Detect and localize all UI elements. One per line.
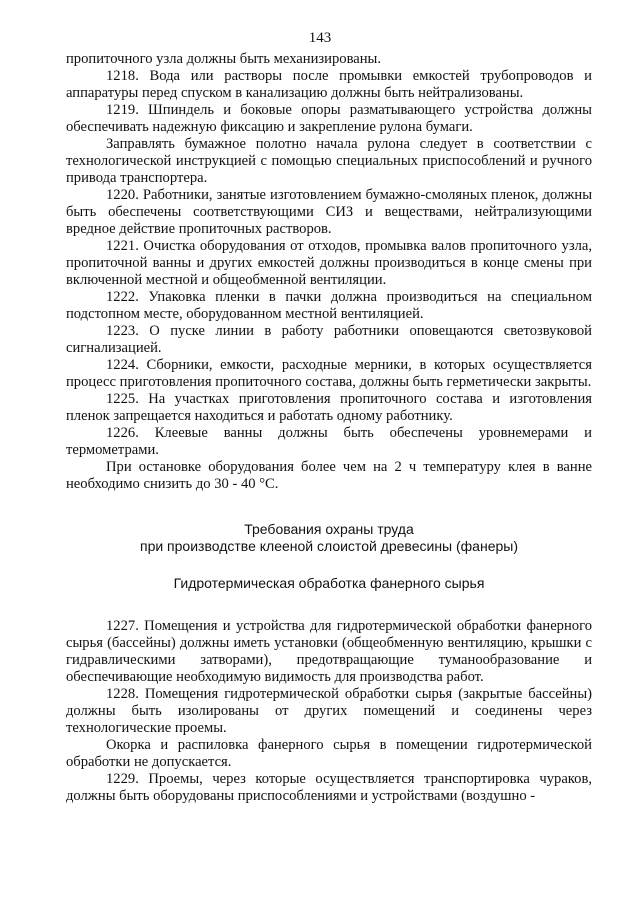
document-body [66,51,592,805]
paragraph-1220: 1220. Работники, занятые изготовлением бумажно-смоляных пленок, должны быть обеспечены соответствующими СИЗ и веществами, нейтрализующими вредное действие пропиточных растворов. [66,187,592,237]
subsection-heading: Гидротермическая обработка фанерного сырья [173,575,485,591]
paragraph-1222: 1222. Упаковка пленки в пачки должна производиться на специальном подстопном месте, оборудованном местной вентиляцией. [66,289,592,322]
paragraph-1228: 1228. Помещения гидротермической обработки сырья (закрытые бассейны) должны быть изолированы от других помещений и соединены через технологические проемы. [66,686,592,736]
paragraph-glue-temperature: При остановке оборудования более чем на 2 ч температуру клея в ванне необходимо снизить до 30 - 40 °С. [66,459,592,492]
paragraph-unwinding: Заправлять бумажное полотно начала рулона следует в соответствии с технологической инструкцией с помощью специальных приспособлений и ручного привода транспортера. [66,136,592,186]
paragraph-1219: 1219. Шпиндель и боковые опоры разматывающего устройства должны обеспечивать надежную фиксацию и закрепление рулона бумаги. [66,102,592,135]
page-number: 143 [308,30,332,46]
paragraph-continuation: пропиточного узла должны быть механизированы. [66,51,382,67]
paragraph-1223: 1223. О пуске линии в работу работники оповещаются светозвуковой сигнализацией. [66,323,592,356]
paragraph-1225: 1225. На участках приготовления пропиточного состава и изготовления пленок запрещается находиться и работать одному работнику. [66,391,592,424]
paragraph-1227: 1227. Помещения и устройства для гидротермической обработки фанерного сырья (бассейны) должны иметь установки (общеобменную вентиляцию, крышки с гидравлическими затворами), предотвращающие туманообразование и обеспечивающие необходимую видимость для производства работ. [66,618,592,685]
paragraph-debarking: Окорка и распиловка фанерного сырья в помещении гидротермической обработки не допускается. [66,737,592,770]
paragraph-1226: 1226. Клеевые ванны должны быть обеспечены уровнемерами и термометрами. [66,425,592,458]
section-heading: Требования охраны труда [244,521,414,537]
paragraph-1221: 1221. Очистка оборудования от отходов, промывка валов пропиточного узла, пропиточной ванны и других емкостей должны производиться в конце смены при включенной местной и общеобменной вентиляции. [66,238,592,288]
paragraph-1229: 1229. Проемы, через которые осуществляется транспортировка чураков, должны быть оборудованы приспособлениями и устройствами (воздушно - [66,771,592,804]
paragraph-1218: 1218. Вода или растворы после промывки емкостей трубопроводов и аппаратуры перед спуском в канализацию должны быть нейтрализованы. [66,68,592,101]
paragraph-1224: 1224. Сборники, емкости, расходные мерники, в которых осуществляется процесс приготовления пропиточного состава, должны быть герметически закрыты. [66,357,592,390]
section-heading-line2: при производстве клееной слоистой древесины (фанеры) [139,538,518,554]
